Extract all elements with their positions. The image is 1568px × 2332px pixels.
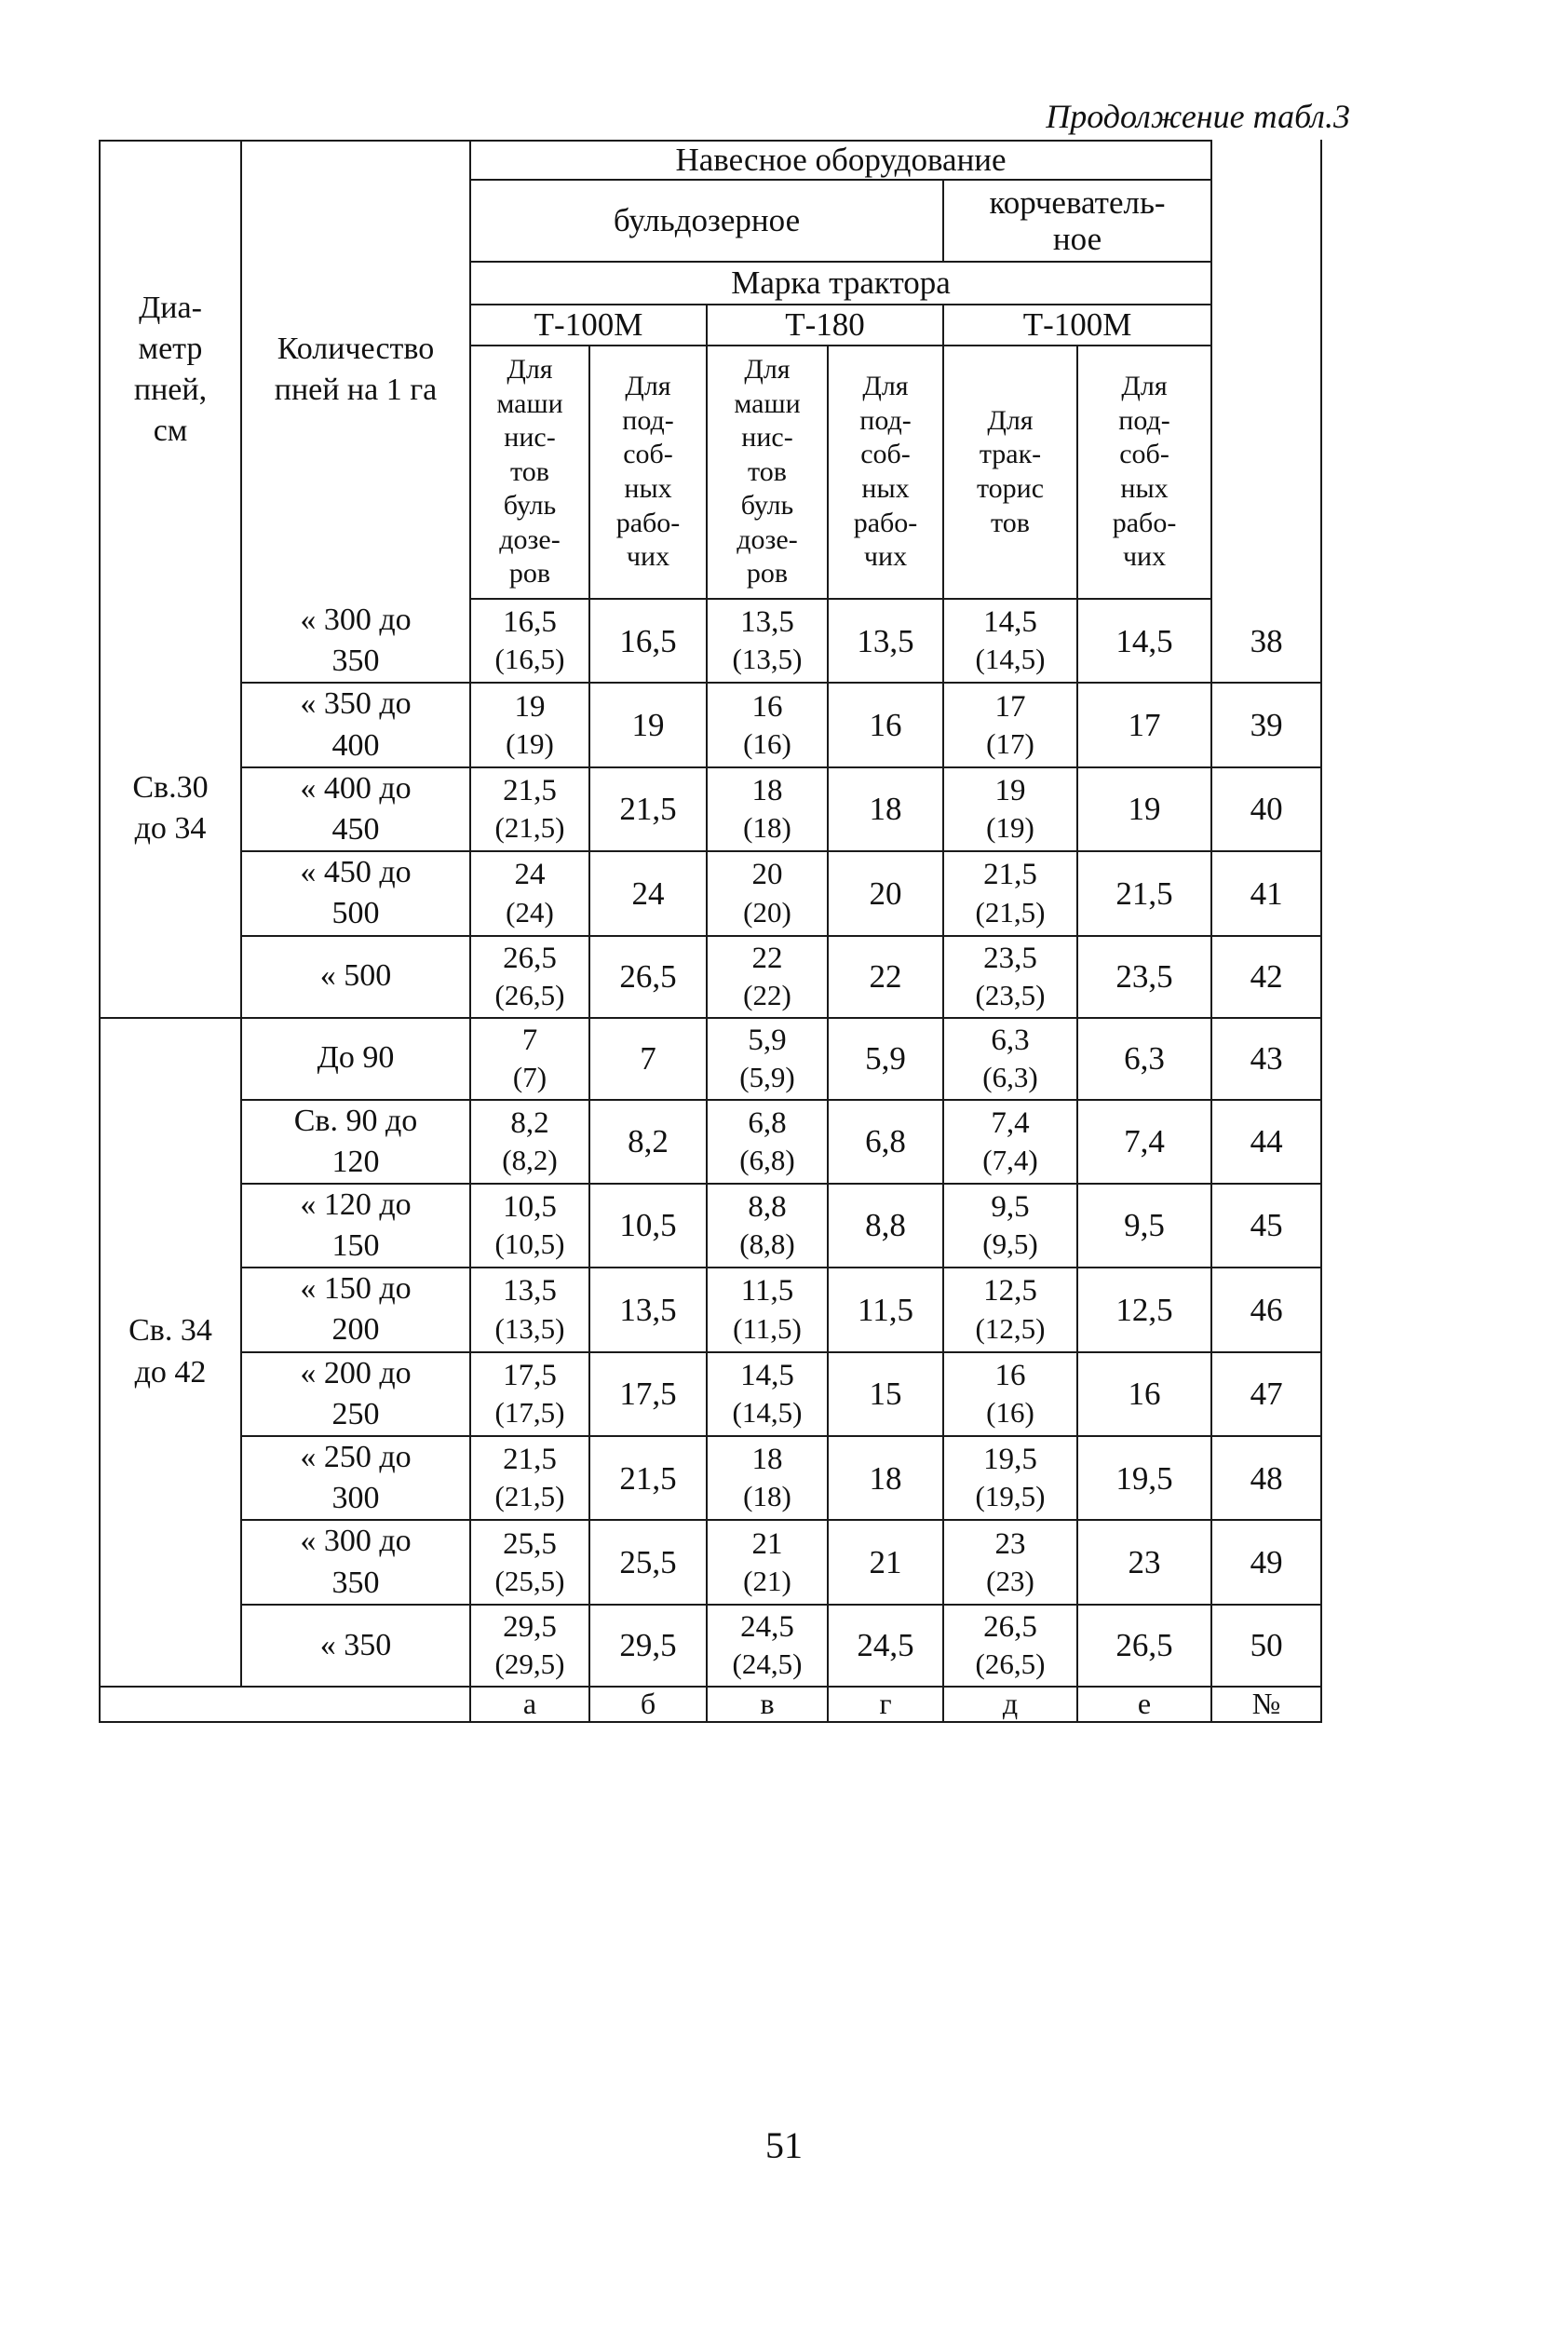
row-number: 42 <box>1211 936 1321 1018</box>
cell-value-parenthesized: (8,2) <box>502 1143 558 1176</box>
cell-value: 19 <box>994 773 1026 807</box>
cell-value: 29,5 <box>503 1609 557 1644</box>
value-d: 8,8 <box>828 1184 943 1268</box>
header-quantity: Количество пней на 1 га <box>241 141 470 599</box>
cell-value-parenthesized: (16,5) <box>494 643 565 676</box>
header-subcol-e: Для трак- торис тов <box>943 346 1077 599</box>
value-f: 19,5 <box>1077 1436 1211 1520</box>
cell-value-parenthesized: (23) <box>986 1564 1034 1597</box>
cell-value-parenthesized: (18) <box>743 811 791 845</box>
stump-quantity: « 350 до 400 <box>241 683 470 766</box>
value-d: 16 <box>828 683 943 766</box>
value-b: 21,5 <box>589 1436 707 1520</box>
row-number: 39 <box>1211 683 1321 766</box>
header-brand-2: Т-180 <box>707 305 943 346</box>
cell-value-parenthesized: (14,5) <box>975 643 1046 676</box>
group-diameter: Св. 34 до 42 <box>100 1018 241 1687</box>
table-row <box>100 1100 1321 1184</box>
cell-value-parenthesized: (24,5) <box>732 1647 803 1680</box>
group-diameter: Св.30 до 34 <box>100 599 241 1018</box>
value-c <box>707 1605 828 1687</box>
cell-value-parenthesized: (5,9) <box>739 1060 795 1093</box>
cell-value-parenthesized: (20) <box>743 895 791 929</box>
row-number: 38 <box>1211 599 1321 683</box>
value-c <box>707 1520 828 1604</box>
stump-quantity: « 450 до 500 <box>241 851 470 935</box>
value-a <box>470 1520 589 1604</box>
value-d: 20 <box>828 851 943 935</box>
value-c <box>707 1436 828 1520</box>
cell-value-parenthesized: (9,5) <box>982 1227 1038 1261</box>
cell-value: 18 <box>751 773 783 807</box>
cell-value: 17 <box>994 689 1026 724</box>
cell-value-parenthesized: (14,5) <box>732 1396 803 1430</box>
cell-value-parenthesized: (12,5) <box>975 1311 1046 1345</box>
value-e <box>943 1268 1077 1351</box>
value-f: 26,5 <box>1077 1605 1211 1687</box>
value-a <box>470 936 589 1018</box>
value-b: 16,5 <box>589 599 707 683</box>
footer-blank <box>100 1687 470 1722</box>
cell-value: 8,8 <box>748 1190 787 1225</box>
header-subcol-b: Для под- соб- ных рабо- чих <box>589 346 707 599</box>
value-d: 13,5 <box>828 599 943 683</box>
value-d: 22 <box>828 936 943 1018</box>
footer-letter: № <box>1211 1687 1321 1722</box>
value-e <box>943 1520 1077 1604</box>
cell-value-parenthesized: (16) <box>743 726 791 760</box>
footer-letter: д <box>943 1687 1077 1722</box>
cell-value-parenthesized: (19) <box>506 726 554 760</box>
value-a <box>470 851 589 935</box>
value-b: 25,5 <box>589 1520 707 1604</box>
cell-value-parenthesized: (17) <box>986 726 1034 760</box>
cell-value-parenthesized: (21,5) <box>975 895 1046 929</box>
header-tractor-brand: Марка трактора <box>470 262 1211 305</box>
cell-value: 7,4 <box>991 1105 1030 1140</box>
row-number: 48 <box>1211 1436 1321 1520</box>
stump-quantity: « 300 до 350 <box>241 1520 470 1604</box>
cell-value-parenthesized: (21) <box>743 1564 791 1597</box>
value-f: 23,5 <box>1077 936 1211 1018</box>
value-b: 13,5 <box>589 1268 707 1351</box>
value-d: 15 <box>828 1352 943 1436</box>
header-bulldozer: бульдозерное <box>470 180 943 262</box>
cell-value: 21,5 <box>983 858 1037 892</box>
value-d: 18 <box>828 767 943 851</box>
cell-value-parenthesized: (16) <box>986 1396 1034 1430</box>
value-f: 9,5 <box>1077 1184 1211 1268</box>
row-number: 46 <box>1211 1268 1321 1351</box>
header-uprooter: корчеватель- ное <box>943 180 1211 262</box>
cell-value: 24 <box>514 858 546 892</box>
cell-value: 13,5 <box>503 1274 557 1308</box>
footer-row <box>100 1687 1321 1722</box>
value-d: 11,5 <box>828 1268 943 1351</box>
value-b: 29,5 <box>589 1605 707 1687</box>
footer-letter: а <box>470 1687 589 1722</box>
cell-value: 16 <box>994 1358 1026 1392</box>
value-a <box>470 599 589 683</box>
value-c <box>707 1268 828 1351</box>
cell-value-parenthesized: (6,3) <box>982 1060 1038 1093</box>
value-f: 14,5 <box>1077 599 1211 683</box>
value-d: 21 <box>828 1520 943 1604</box>
cell-value: 6,3 <box>991 1023 1030 1057</box>
cell-value: 11,5 <box>740 1274 794 1308</box>
footer-letter: г <box>828 1687 943 1722</box>
value-a <box>470 767 589 851</box>
value-e <box>943 1018 1077 1100</box>
cell-value: 14,5 <box>983 605 1037 640</box>
header-number-blank <box>1211 141 1321 599</box>
value-e <box>943 599 1077 683</box>
value-b: 21,5 <box>589 767 707 851</box>
cell-value-parenthesized: (8,8) <box>739 1227 795 1261</box>
cell-value-parenthesized: (19,5) <box>975 1480 1046 1513</box>
value-f: 21,5 <box>1077 851 1211 935</box>
cell-value-parenthesized: (21,5) <box>494 1480 565 1513</box>
value-c <box>707 936 828 1018</box>
cell-value-parenthesized: (19) <box>986 811 1034 845</box>
cell-value-parenthesized: (26,5) <box>975 1647 1046 1680</box>
table-row <box>100 936 1321 1018</box>
cell-value: 17,5 <box>503 1358 557 1392</box>
cell-value: 19,5 <box>983 1443 1037 1477</box>
value-b: 7 <box>589 1018 707 1100</box>
value-d: 24,5 <box>828 1605 943 1687</box>
value-b: 26,5 <box>589 936 707 1018</box>
cell-value: 14,5 <box>740 1358 794 1392</box>
cell-value: 16 <box>751 689 783 724</box>
table-row <box>100 1268 1321 1351</box>
cell-value-parenthesized: (13,5) <box>494 1311 565 1345</box>
cell-value-parenthesized: (25,5) <box>494 1564 565 1597</box>
cell-value: 16,5 <box>503 605 557 640</box>
row-number: 47 <box>1211 1352 1321 1436</box>
table-row <box>100 767 1321 851</box>
cell-value: 21,5 <box>503 773 557 807</box>
cell-value: 12,5 <box>983 1274 1037 1308</box>
header-brand-3: Т-100М <box>943 305 1211 346</box>
cell-value-parenthesized: (24) <box>506 895 554 929</box>
table-caption: Продолжение табл.3 <box>1046 98 1350 135</box>
value-f: 16 <box>1077 1352 1211 1436</box>
value-d: 5,9 <box>828 1018 943 1100</box>
row-number: 49 <box>1211 1520 1321 1604</box>
cell-value-parenthesized: (21,5) <box>494 811 565 845</box>
value-e <box>943 1436 1077 1520</box>
row-number: 43 <box>1211 1018 1321 1100</box>
table-row <box>100 1520 1321 1604</box>
value-a <box>470 1184 589 1268</box>
cell-value-parenthesized: (6,8) <box>739 1143 795 1176</box>
cell-value-parenthesized: (22) <box>743 978 791 1011</box>
cell-value-parenthesized: (29,5) <box>494 1647 565 1680</box>
cell-value: 10,5 <box>503 1190 557 1225</box>
row-number: 45 <box>1211 1184 1321 1268</box>
value-b: 24 <box>589 851 707 935</box>
cell-value-parenthesized: (13,5) <box>732 643 803 676</box>
value-f: 7,4 <box>1077 1100 1211 1184</box>
cell-value: 23,5 <box>983 941 1037 975</box>
value-d: 18 <box>828 1436 943 1520</box>
cell-value: 20 <box>751 858 783 892</box>
stump-quantity: « 150 до 200 <box>241 1268 470 1351</box>
value-a <box>470 1605 589 1687</box>
value-c <box>707 1100 828 1184</box>
header-subcol-a: Для маши нис- тов буль дозе- ров <box>470 346 589 599</box>
value-f: 12,5 <box>1077 1268 1211 1351</box>
cell-value: 26,5 <box>503 941 557 975</box>
stump-quantity: Св. 90 до 120 <box>241 1100 470 1184</box>
cell-value: 24,5 <box>740 1609 794 1644</box>
row-number: 50 <box>1211 1605 1321 1687</box>
value-c <box>707 1352 828 1436</box>
cell-value: 21,5 <box>503 1443 557 1477</box>
table-row <box>100 599 1321 683</box>
page-number: 51 <box>765 2124 803 2166</box>
value-a <box>470 1018 589 1100</box>
value-e <box>943 683 1077 766</box>
cell-value-parenthesized: (26,5) <box>494 978 565 1011</box>
cell-value-parenthesized: (10,5) <box>494 1227 565 1261</box>
value-a <box>470 1268 589 1351</box>
row-number: 44 <box>1211 1100 1321 1184</box>
header-subcol-c: Для маши нис- тов буль дозе- ров <box>707 346 828 599</box>
cell-value: 19 <box>514 689 546 724</box>
cell-value: 8,2 <box>510 1105 549 1140</box>
cell-value: 22 <box>751 941 783 975</box>
footer-letter: б <box>589 1687 707 1722</box>
cell-value-parenthesized: (23,5) <box>975 978 1046 1011</box>
value-e <box>943 1100 1077 1184</box>
stump-quantity: До 90 <box>241 1018 470 1100</box>
cell-value: 6,8 <box>748 1105 787 1140</box>
stump-quantity: « 400 до 450 <box>241 767 470 851</box>
stump-quantity: « 250 до 300 <box>241 1436 470 1520</box>
stump-quantity: « 200 до 250 <box>241 1352 470 1436</box>
cell-value: 25,5 <box>503 1526 557 1561</box>
value-e <box>943 767 1077 851</box>
value-a <box>470 1100 589 1184</box>
value-b: 19 <box>589 683 707 766</box>
value-c <box>707 767 828 851</box>
header-diameter: Диа- метр пней, см <box>100 141 241 599</box>
table-row <box>100 1352 1321 1436</box>
footer-letter: в <box>707 1687 828 1722</box>
cell-value-parenthesized: (17,5) <box>494 1396 565 1430</box>
row-number: 40 <box>1211 767 1321 851</box>
value-c <box>707 1184 828 1268</box>
cell-value-parenthesized: (7,4) <box>982 1143 1038 1176</box>
row-number: 41 <box>1211 851 1321 935</box>
value-e <box>943 936 1077 1018</box>
header-equipment: Навесное оборудование <box>470 141 1211 180</box>
stump-quantity: « 300 до 350 <box>241 599 470 683</box>
cell-value: 18 <box>751 1443 783 1477</box>
header-brand-1: Т-100М <box>470 305 707 346</box>
table-row <box>100 683 1321 766</box>
value-a <box>470 683 589 766</box>
value-e <box>943 851 1077 935</box>
stump-quantity: « 120 до 150 <box>241 1184 470 1268</box>
value-b: 10,5 <box>589 1184 707 1268</box>
value-f: 6,3 <box>1077 1018 1211 1100</box>
value-f: 17 <box>1077 683 1211 766</box>
cell-value: 23 <box>994 1526 1026 1561</box>
cell-value-parenthesized: (7) <box>512 1060 547 1093</box>
footer-letter: е <box>1077 1687 1211 1722</box>
value-f: 19 <box>1077 767 1211 851</box>
value-e <box>943 1184 1077 1268</box>
table-row <box>100 1436 1321 1520</box>
value-c <box>707 1018 828 1100</box>
cell-value: 26,5 <box>983 1609 1037 1644</box>
table-row <box>100 1605 1321 1687</box>
value-a <box>470 1436 589 1520</box>
value-e <box>943 1605 1077 1687</box>
value-b: 8,2 <box>589 1100 707 1184</box>
cell-value-parenthesized: (11,5) <box>733 1311 802 1345</box>
stump-quantity: « 350 <box>241 1605 470 1687</box>
cell-value: 5,9 <box>748 1023 787 1057</box>
cell-value-parenthesized: (18) <box>743 1480 791 1513</box>
cell-value: 13,5 <box>740 605 794 640</box>
value-c <box>707 683 828 766</box>
stump-quantity: « 500 <box>241 936 470 1018</box>
table-row <box>100 1184 1321 1268</box>
value-c <box>707 599 828 683</box>
table-row <box>100 851 1321 935</box>
value-e <box>943 1352 1077 1436</box>
value-b: 17,5 <box>589 1352 707 1436</box>
cell-value: 7 <box>521 1023 538 1057</box>
table-row <box>100 1018 1321 1100</box>
value-f: 23 <box>1077 1520 1211 1604</box>
value-c <box>707 851 828 935</box>
value-a <box>470 1352 589 1436</box>
value-d: 6,8 <box>828 1100 943 1184</box>
cell-value: 21 <box>751 1526 783 1561</box>
cell-value: 9,5 <box>991 1190 1030 1225</box>
header-subcol-f: Для под- соб- ных рабо- чих <box>1077 346 1211 599</box>
norms-table <box>99 140 1322 1723</box>
header-subcol-d: Для под- соб- ных рабо- чих <box>828 346 943 599</box>
